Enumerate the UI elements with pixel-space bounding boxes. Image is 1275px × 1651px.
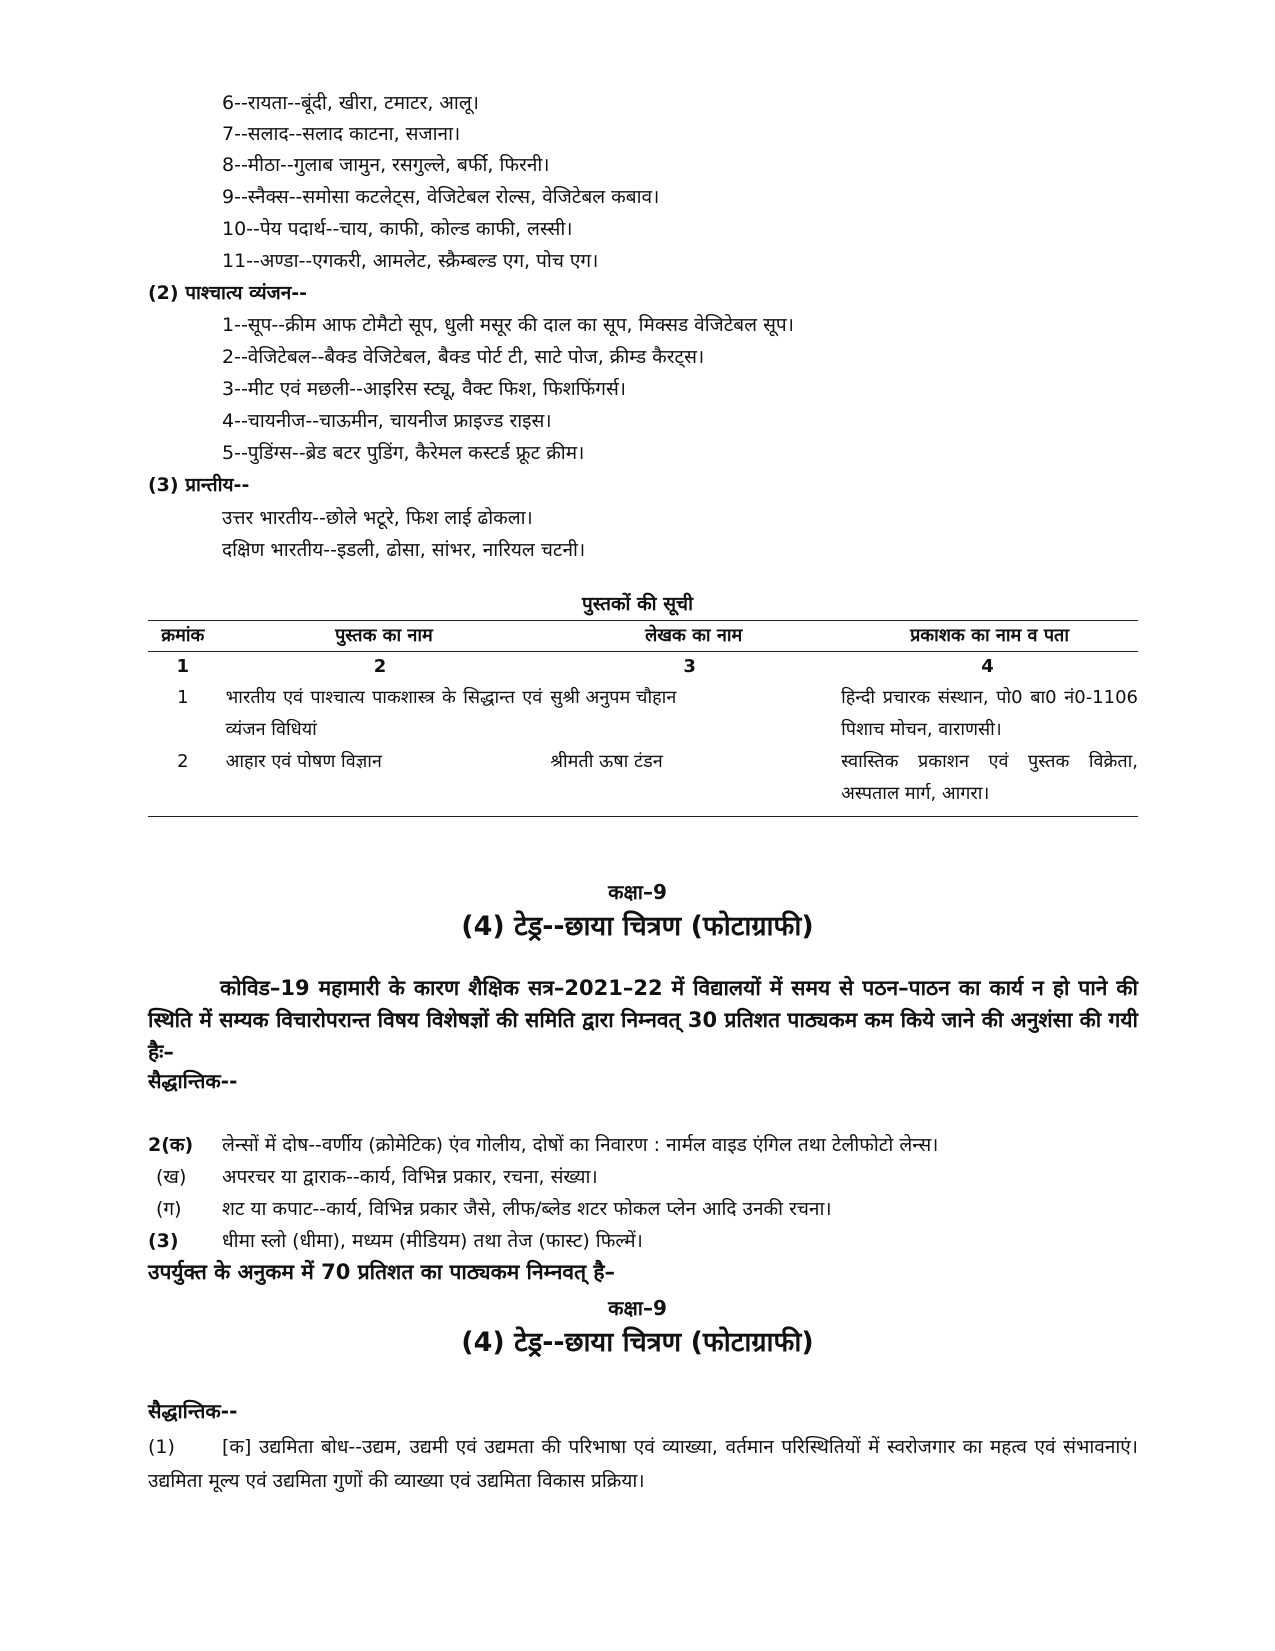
removed-item bbox=[148, 1132, 938, 1158]
item-text: [क] उद्यमिता बोध--उद्यम, उद्यमी एवं उद्यमता की परिभाषा एवं व्याख्या, वर्तमान परिस्थितियों में स्वरोजगार का महत्व एवं संभावनाएं। उद्यमिता मूल्य एवं उद्यमिता गुणों की व्याख्या एवं उद्यमिता विकास प्रक्रिया। bbox=[148, 1436, 1138, 1492]
item-text: धीमा स्लो (धीमा), मध्यम (मीडियम) तथा तेज (फास्ट) फिल्में। bbox=[222, 1230, 643, 1252]
intro-paragraph-text: कोविड–19 महामारी के कारण शैक्षिक सत्र–2021–22 में विद्यालयों में समय से पठन–पाठन का कार्य न हो पाने की स्थिति में सम्यक विचारोपरान्त विषय विशेषज्ञों की समिति द्वारा निम्नवत् 30 प्रतिशत पाठ्यकम कम किये जाने की अनुशंसा की गयी हैः– bbox=[148, 976, 1138, 1064]
item-label: (ग) bbox=[156, 1198, 182, 1220]
publisher-cell: स्वास्तिक प्रकाशन एवं पुस्तक विक्रेता, अस्पताल मार्ग, आगरा। bbox=[837, 746, 1138, 817]
list-item: 2--वेजिटेबल--बैक्ड वेजिटेबल, बैक्ड पोर्ट टी, साटे पोज, क्रीम्ड कैरट्स। bbox=[222, 346, 705, 368]
item-text: लेन्सों में दोष--वर्णीय (क्रोमेटिक) एंव गोलीय, दोषों का निवारण : नार्मल वाइड एंगिल तथा टेलीफोटो लेन्स। bbox=[222, 1134, 939, 1156]
list-item: 4--चायनीज--चाऊमीन, चायनीज फ्राइज्ड राइस। bbox=[222, 410, 552, 432]
book-list-table bbox=[148, 620, 1138, 817]
item-label: (ख) bbox=[156, 1166, 187, 1188]
book-name-cell: आहार एवं पोषण विज्ञान bbox=[218, 746, 543, 817]
column-number: 3 bbox=[683, 656, 696, 677]
table-row bbox=[148, 746, 1138, 817]
item-label: 2(क) bbox=[148, 1134, 194, 1156]
list-item: 8--मीठा--गुलाब जामुन, रसगुल्ले, बर्फी, फिरनी। bbox=[222, 154, 550, 176]
column-number: 4 bbox=[981, 656, 994, 677]
column-header: क्रमांक bbox=[148, 621, 218, 652]
intro-paragraph bbox=[148, 972, 1138, 1068]
serial-cell: 2 bbox=[148, 746, 218, 817]
list-item: उत्तर भारतीय--छोले भटूरे, फिश लाई ढोकला। bbox=[222, 507, 533, 529]
section-heading-western: (2) पाश्चात्य व्यंजन-- bbox=[148, 282, 308, 304]
theory-label: सैद्धान्तिक-- bbox=[148, 1399, 238, 1423]
column-number: 2 bbox=[373, 656, 387, 677]
author-cell: सुश्री अनुपम चौहान bbox=[550, 687, 677, 708]
list-item: 5--पुडिंग्स--ब्रेड बटर पुडिंग, कैरेमल कस्टर्ड फ्रूट क्रीम। bbox=[222, 442, 585, 464]
column-header: लेखक का नाम bbox=[542, 621, 837, 652]
author-cell: श्रीमती ऊषा टंडन bbox=[542, 746, 837, 817]
removed-item bbox=[148, 1228, 643, 1254]
theory-label: सैद्धान्तिक-- bbox=[148, 1069, 238, 1093]
table-title: पुस्तकों की सूची bbox=[581, 593, 694, 615]
serial-cell: 1 bbox=[177, 687, 189, 708]
syllabus-item bbox=[148, 1430, 1138, 1498]
removed-item bbox=[148, 1196, 832, 1222]
list-item: 1--सूप--क्रीम आफ टोमैटो सूप, धुली मसूर की दाल का सूप, मिक्सड वेजिटेबल सूप। bbox=[222, 314, 794, 336]
item-text: शट या कपाट--कार्य, विभिन्न प्रकार जैसे, लीफ/ब्लेड शटर फोकल प्लेन आदि उनकी रचना। bbox=[222, 1198, 832, 1220]
book-name-cell: भारतीय एवं पाश्चात्य पाकशास्त्र के सिद्धान्त एवं व्यंजन विधियां bbox=[225, 687, 543, 740]
list-item: 10--पेय पदार्थ--चाय, काफी, कोल्ड काफी, लस्सी। bbox=[222, 218, 573, 240]
class-heading: कक्षा–9 bbox=[608, 1296, 667, 1320]
table-header-row bbox=[148, 621, 1138, 652]
item-text: अपरचर या द्वाराक--कार्य, विभिन्न प्रकार, रचना, संख्या। bbox=[222, 1166, 598, 1188]
list-item: 3--मीट एवं मछली--आइरिस स्ट्यू, वैक्ट फिश, फिशफिंगर्स। bbox=[222, 378, 626, 400]
followup-statement: उपर्युक्त के अनुकम में 70 प्रतिशत का पाठ्यकम निम्नवत् है– bbox=[148, 1260, 615, 1284]
column-number: 1 bbox=[176, 656, 190, 677]
list-item: 9--स्नैक्स--समोसा कटलेट्स, वेजिटेबल रोल्स, वेजिटेबल कबाव। bbox=[222, 186, 660, 208]
list-item: 6--रायता--बूंदी, खीरा, टमाटर, आलू। bbox=[222, 92, 479, 114]
item-label: (3) bbox=[148, 1230, 179, 1252]
column-header: प्रकाशक का नाम व पता bbox=[837, 621, 1138, 652]
publisher-cell: हिन्दी प्रचारक संस्थान, पो0 बा0 नं0-1106 पिशाच मोचन, वाराणसी। bbox=[841, 687, 1138, 740]
trade-heading: (4) टेड्र--छाया चित्रण (फोटाग्राफी) bbox=[461, 1327, 814, 1358]
list-item: 11--अण्डा--एगकरी, आमलेट, स्क्रैम्बल्ड एग, पोच एग। bbox=[222, 250, 599, 272]
column-number-row bbox=[148, 652, 1138, 683]
section-heading-regional: (3) प्रान्तीय-- bbox=[148, 474, 250, 496]
class-heading: कक्षा–9 bbox=[608, 880, 667, 904]
removed-item bbox=[148, 1164, 598, 1190]
table-row bbox=[148, 682, 1138, 746]
list-item: दक्षिण भारतीय--इडली, ढोसा, सांभर, नारियल चटनी। bbox=[222, 539, 586, 561]
item-label: (1) bbox=[148, 1436, 175, 1458]
trade-heading: (4) टेड्र--छाया चित्रण (फोटाग्राफी) bbox=[461, 911, 814, 942]
list-item: 7--सलाद--सलाद काटना, सजाना। bbox=[222, 123, 461, 145]
column-header: पुस्तक का नाम bbox=[218, 621, 543, 652]
